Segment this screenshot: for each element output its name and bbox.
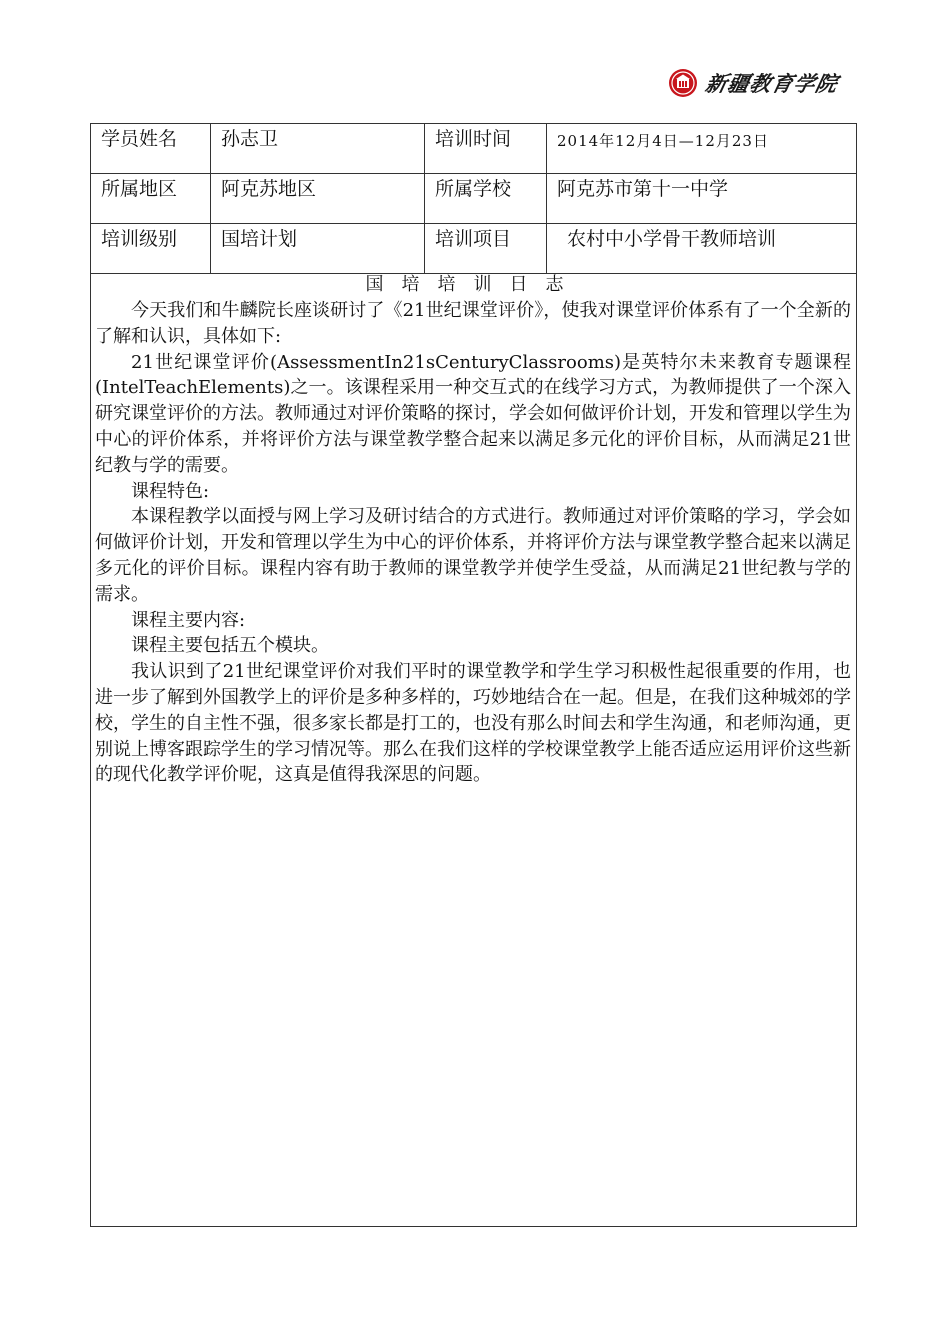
value-training-project: 农村中小学骨干教师培训	[567, 228, 777, 250]
info-row	[91, 124, 856, 174]
diary-title: 国培培训日志	[365, 274, 582, 295]
header-logo	[668, 63, 878, 103]
label-school: 所属学校	[425, 174, 547, 224]
value-student-name: 孙志卫	[211, 124, 425, 174]
value-school: 阿克苏市第十一中学	[557, 178, 729, 200]
value-training-time: 2014年12月4日—12月23日	[557, 132, 769, 150]
label-training-time: 培训时间	[425, 124, 547, 174]
college-logo-text: 新疆教育学院	[703, 71, 841, 96]
info-row	[91, 224, 856, 274]
diary-paragraph: 课程主要包括五个模块。	[131, 635, 329, 657]
label-training-project: 培训项目	[425, 224, 547, 274]
info-row	[91, 174, 856, 224]
diary-paragraph: 课程主要内容:	[131, 609, 246, 631]
label-training-level: 培训级别	[91, 224, 211, 274]
diary-body	[95, 298, 851, 788]
value-training-level: 国培计划	[211, 224, 425, 274]
college-seal-icon	[668, 68, 698, 98]
label-student-name: 学员姓名	[91, 124, 211, 174]
diary-paragraph: 我认识到了21世纪课堂评价对我们平时的课堂教学和学生学习积极性起很重要的作用，也进一步了解到外国教学上的评价是多种多样的，巧妙地结合在一起。但是，在我们这种城郊的学校，学生的自主性不强，很多家长都是打工的，也没有那么时间去和学生沟通，和老师沟通，更别说上博客跟踪学生的学习情况等。那么在我们这样的学校课堂教学上能否适应运用评价这些新的现代化教学评价呢，这真是值得我深思的问题。	[95, 661, 851, 786]
diary-paragraph: 21世纪课堂评价(AssessmentIn21sCenturyClassrooms)是英特尔未来教育专题课程(IntelTeachElements)之一。该课程采用一种交互式的在线学习方式，为教师提供了一个深入研究课堂评价的方法。教师通过对评价策略的探讨，学会如何做评价计划，开发和管理以学生为中心的评价体系，并将评价方法与课堂教学整合起来以满足多元化的评价目标，从而满足21世纪教与学的需要。	[95, 351, 851, 476]
diary-paragraph: 今天我们和牛麟院长座谈研讨了《21世纪课堂评价》，使我对课堂评价体系有了一个全新的了解和认识，具体如下:	[95, 300, 851, 347]
diary-paragraph: 本课程教学以面授与网上学习及研讨结合的方式进行。教师通过对评价策略的学习，学会如何做评价计划，开发和管理以学生为中心的评价体系，并将评价方法与课堂教学整合起来以满足多元化的评价目标。课程内容有助于教师的课堂教学并使学生受益，从而满足21世纪教与学的需求。	[95, 506, 851, 605]
diary-paragraph: 课程特色:	[131, 480, 210, 502]
value-region: 阿克苏地区	[211, 174, 425, 224]
label-region: 所属地区	[91, 174, 211, 224]
training-log-sheet	[90, 123, 857, 1227]
